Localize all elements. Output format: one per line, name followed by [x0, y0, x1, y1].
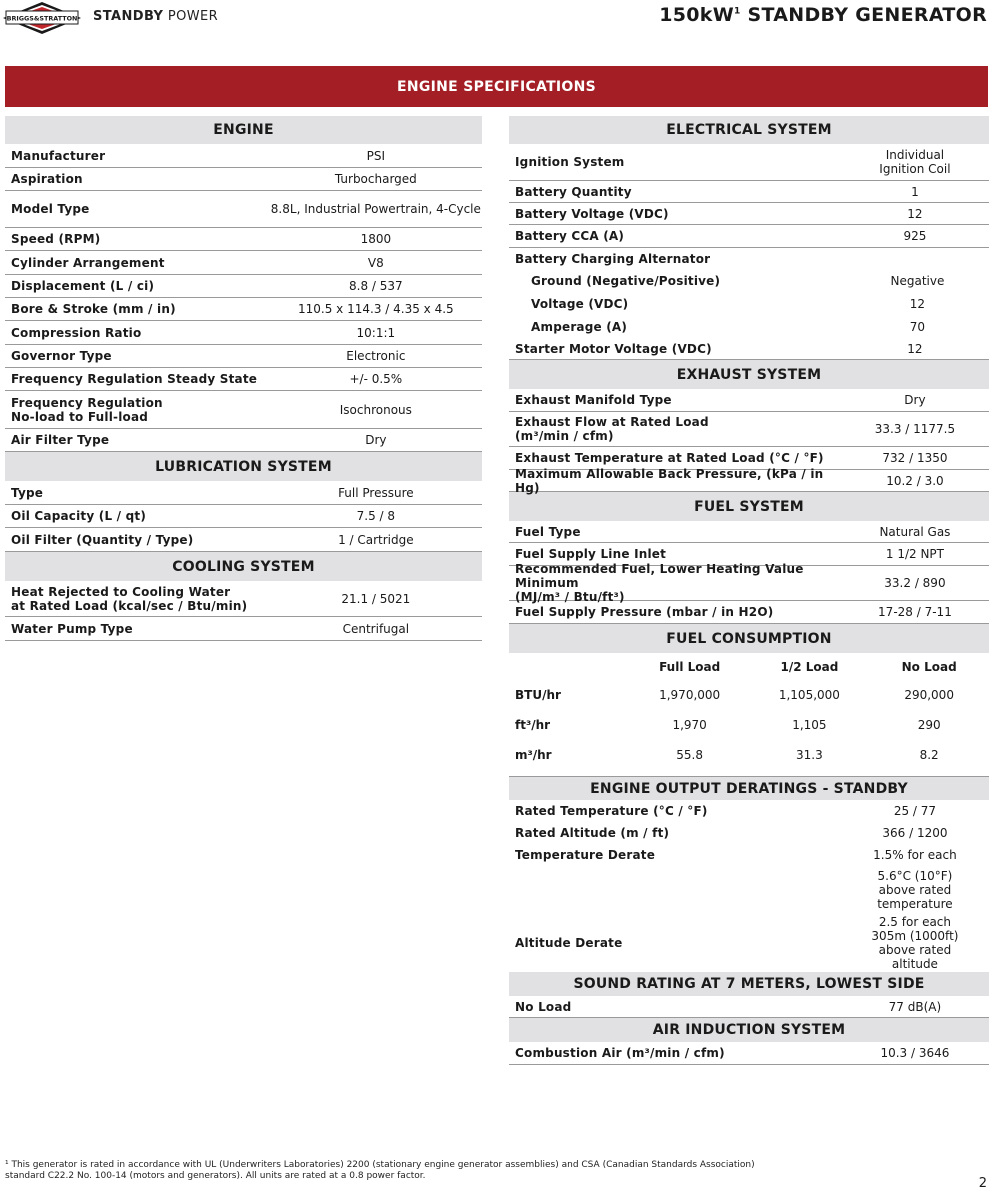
electrical-row — [509, 203, 989, 225]
air_induction-section-header: AIR INDUCTION SYSTEM — [509, 1018, 989, 1042]
electrical-value: Negative — [890, 274, 945, 288]
electrical-row — [509, 292, 989, 315]
lubrication-row — [5, 528, 482, 552]
lubrication-section-header: LUBRICATION SYSTEM — [5, 452, 482, 481]
sound-value: 77 dB(A) — [888, 999, 942, 1014]
brand-light: POWER — [163, 9, 219, 24]
air_induction-label: Combustion Air (m³/min / cfm) — [515, 1046, 725, 1060]
engine-row — [5, 345, 482, 368]
cooling-value: 21.1 / 5021 — [341, 591, 411, 606]
deratings-label: Rated Altitude (m / ft) — [515, 826, 670, 840]
engine-row — [5, 298, 482, 321]
exhaust-label: Exhaust Temperature at Rated Load (°C / °F) — [515, 451, 824, 465]
engine-value: 1800 — [360, 232, 392, 246]
title-main: 150kW — [659, 4, 734, 26]
exhaust-row — [509, 389, 989, 412]
electrical-value: 12 — [907, 206, 923, 221]
electrical-label: Ignition System — [515, 155, 625, 169]
electrical-row — [509, 225, 989, 248]
engine-row — [5, 429, 482, 452]
engine-row — [5, 228, 482, 251]
electrical-value: 70 — [909, 319, 926, 334]
engine-row — [5, 251, 482, 275]
deratings-value: 366 / 1200 — [882, 826, 948, 840]
engine-label: Governor Type — [11, 349, 112, 363]
fuel-consumption-label: m³/hr — [515, 748, 552, 762]
exhaust-value: 732 / 1350 — [882, 451, 948, 465]
fuel-consumption-column-header: Full Load — [659, 659, 721, 674]
deratings-section-header: ENGINE OUTPUT DERATINGS - STANDBY — [509, 777, 989, 800]
electrical-value: Individual Ignition Coil — [879, 148, 951, 176]
fuel-label: Fuel Type — [515, 524, 581, 539]
engine-value: +/- 0.5% — [349, 372, 403, 386]
fuel-consumption-value: 1,105,000 — [778, 688, 840, 702]
engine-value: PSI — [366, 148, 386, 163]
engine-label: Bore & Stroke (mm / in) — [11, 302, 176, 316]
sound-section-header: SOUND RATING AT 7 METERS, LOWEST SIDE — [509, 972, 989, 996]
deratings-row — [509, 822, 989, 844]
engine-label: Air Filter Type — [11, 433, 110, 447]
engine-label: Compression Ratio — [11, 325, 142, 340]
footnote-line-2: standard C22.2 No. 100-14 (motors and generators). All units are rated at a 0.8 power factor. — [5, 1171, 426, 1181]
fuel-value: 1 1/2 NPT — [885, 547, 944, 561]
sound-label: No Load — [515, 999, 572, 1014]
exhaust-label: Maximum Allowable Back Pressure, (kPa / in Hg) — [515, 466, 824, 495]
exhaust-value: 10.2 / 3.0 — [886, 473, 944, 488]
engine-row — [5, 144, 482, 168]
brand-name — [93, 9, 218, 24]
engine-label: Frequency Regulation Steady State — [11, 372, 258, 386]
fuel-label: Fuel Supply Line Inlet — [515, 547, 667, 561]
electrical-label: Battery Charging Alternator — [515, 252, 711, 266]
engine-value: 10:1:1 — [356, 325, 396, 340]
fuel-value: 33.2 / 890 — [884, 576, 946, 590]
lubrication-label: Oil Filter (Quantity / Type) — [11, 532, 194, 547]
fuel-label: Fuel Supply Pressure (mbar / in H2O) — [515, 605, 774, 619]
engine-row — [5, 191, 482, 228]
exhaust-section-header: EXHAUST SYSTEM — [509, 360, 989, 389]
electrical-label: Battery Quantity — [515, 184, 632, 199]
fuel-consumption-label: ft³/hr — [515, 718, 551, 732]
fuel-value: 17-28 / 7-11 — [878, 605, 952, 619]
engine-value: Electronic — [346, 349, 406, 363]
fuel-row — [509, 562, 989, 604]
electrical-label: Amperage (A) — [531, 319, 628, 334]
electrical-label: Voltage (VDC) — [531, 296, 629, 311]
engine-value: Isochronous — [339, 402, 412, 417]
electrical-value: 1 — [911, 184, 919, 199]
engine-row — [5, 321, 482, 345]
fuel-consumption-value: 290 — [917, 718, 941, 732]
footnote-text-1: This generator is rated in accordance with UL (Underwriters Laboratories) 2200 (stationary engine generator assemblies) and CSA (Canadian Standards Association) — [8, 1160, 755, 1170]
deratings-label: Rated Temperature (°C / °F) — [515, 804, 708, 818]
fuel-consumption-header-row — [509, 653, 989, 680]
fuel-consumption-column-header: 1/2 Load — [780, 659, 839, 674]
lubrication-value: 7.5 / 8 — [356, 509, 396, 523]
footnote-line-1 — [5, 1160, 885, 1171]
deratings-value: 2.5 for each 305m (1000ft) above rated altitude — [871, 915, 959, 971]
sound-row — [509, 996, 989, 1018]
engine-label: Model Type — [11, 202, 90, 216]
exhaust-value: 33.3 / 1177.5 — [874, 422, 956, 436]
footnote-marker: ¹ — [5, 1160, 9, 1170]
lubrication-row — [5, 505, 482, 528]
electrical-value: 12 — [909, 296, 926, 311]
deratings-value: 25 / 77 — [893, 804, 937, 818]
deratings-value: 5.6°C (10°F) above rated temperature — [877, 869, 953, 911]
engine-value: 8.8 / 537 — [349, 279, 403, 293]
engine-value: V8 — [367, 255, 384, 270]
air_induction-value: 10.3 / 3646 — [880, 1046, 950, 1060]
engine-value: Dry — [365, 433, 387, 447]
lubrication-value: 1 / Cartridge — [338, 532, 414, 547]
engine-label: Speed (RPM) — [11, 232, 101, 246]
lubrication-value: Full Pressure — [338, 485, 414, 500]
fuel-row — [509, 601, 989, 624]
fuel-consumption-row — [509, 710, 989, 740]
electrical-row — [509, 248, 989, 270]
electrical-row — [509, 270, 989, 292]
electrical-section-header: ELECTRICAL SYSTEM — [509, 116, 989, 144]
deratings-label: Altitude Derate — [515, 936, 623, 950]
right-column — [509, 116, 989, 1065]
electrical-row — [509, 315, 989, 338]
fuel-consumption-label: BTU/hr — [515, 688, 561, 702]
fuel-consumption-column-header: No Load — [901, 659, 957, 674]
exhaust-row — [509, 466, 989, 495]
engine-label: Manufacturer — [11, 148, 106, 163]
title-rest: STANDBY GENERATOR — [740, 4, 987, 26]
engine-label: Aspiration — [11, 172, 83, 186]
fuel-value: Natural Gas — [879, 524, 951, 539]
section-banner: ENGINE SPECIFICATIONS — [5, 66, 988, 107]
page-header — [0, 0, 1000, 40]
electrical-value: 925 — [903, 229, 927, 243]
lubrication-label: Type — [11, 485, 44, 500]
fuel-consumption-value: 290,000 — [904, 688, 954, 702]
fuel_consumption-section-header: FUEL CONSUMPTION — [509, 624, 989, 653]
engine-row — [5, 275, 482, 298]
deratings-value: 1.5% for each — [873, 848, 957, 862]
fuel-consumption-row — [509, 680, 989, 710]
electrical-label: Starter Motor Voltage (VDC) — [515, 341, 712, 356]
deratings-row — [509, 866, 989, 914]
cooling-row — [5, 617, 482, 641]
cooling-row — [5, 581, 482, 617]
cooling-value: Centrifugal — [342, 621, 410, 636]
exhaust-row — [509, 412, 989, 447]
electrical-label: Battery Voltage (VDC) — [515, 206, 669, 221]
lubrication-row — [5, 481, 482, 505]
fuel-consumption-value: 8.2 — [919, 748, 939, 762]
exhaust-label: Exhaust Flow at Rated Load (m³/min / cfm) — [515, 415, 709, 443]
engine-section-header: ENGINE — [5, 116, 482, 144]
cooling-section-header: COOLING SYSTEM — [5, 552, 482, 581]
document-title — [659, 4, 987, 26]
electrical-label: Battery CCA (A) — [515, 229, 625, 243]
exhaust-value: Dry — [904, 393, 926, 407]
engine-row — [5, 168, 482, 191]
exhaust-label: Exhaust Manifold Type — [515, 393, 672, 407]
engine-row — [5, 391, 482, 429]
deratings-row — [509, 914, 989, 972]
engine-label: Displacement (L / ci) — [11, 279, 155, 293]
engine-value: 110.5 x 114.3 / 4.35 x 4.5 — [298, 302, 454, 316]
fuel-consumption-row — [509, 740, 989, 770]
fuel-consumption-value: 1,105 — [792, 718, 827, 732]
engine-value: Turbocharged — [334, 172, 417, 186]
engine-label: Cylinder Arrangement — [11, 255, 165, 270]
electrical-row — [509, 181, 989, 203]
fuel-consumption-value: 55.8 — [676, 748, 703, 762]
fuel-consumption-divider — [509, 770, 989, 777]
lubrication-label: Oil Capacity (L / qt) — [11, 509, 147, 523]
electrical-label: Ground (Negative/Positive) — [531, 274, 721, 288]
cooling-label: Heat Rejected to Cooling Water at Rated Load (kcal/sec / Btu/min) — [11, 584, 248, 613]
air_induction-row — [509, 1042, 989, 1065]
briggs-stratton-logo — [2, 1, 82, 35]
footnote — [5, 1160, 885, 1182]
deratings-row — [509, 844, 989, 866]
electrical-row — [509, 338, 989, 360]
engine-row — [5, 368, 482, 391]
fuel-section-header: FUEL SYSTEM — [509, 492, 989, 521]
electrical-value: 12 — [907, 341, 923, 356]
engine-label: Frequency Regulation No-load to Full-load — [11, 395, 163, 424]
fuel-consumption-value: 1,970 — [672, 718, 707, 732]
fuel-consumption-value: 31.3 — [796, 748, 823, 762]
fuel-label: Recommended Fuel, Lower Heating Value Minimum (MJ/m³ / Btu/ft³) — [515, 562, 804, 604]
brand-bold: STANDBY — [93, 9, 164, 24]
deratings-label: Temperature Derate — [515, 848, 656, 862]
left-column — [5, 116, 482, 641]
title-footnote-marker: 1 — [734, 6, 741, 17]
logo-text: BRIGGS&STRATTON — [6, 14, 78, 23]
cooling-label: Water Pump Type — [11, 621, 133, 636]
fuel-row — [509, 521, 989, 543]
page-number: 2 — [978, 1176, 987, 1191]
deratings-row — [509, 800, 989, 822]
electrical-row — [509, 144, 989, 181]
engine-value: 8.8L, Industrial Powertrain, 4-Cycle — [270, 202, 481, 216]
fuel-consumption-value: 1,970,000 — [659, 688, 721, 702]
